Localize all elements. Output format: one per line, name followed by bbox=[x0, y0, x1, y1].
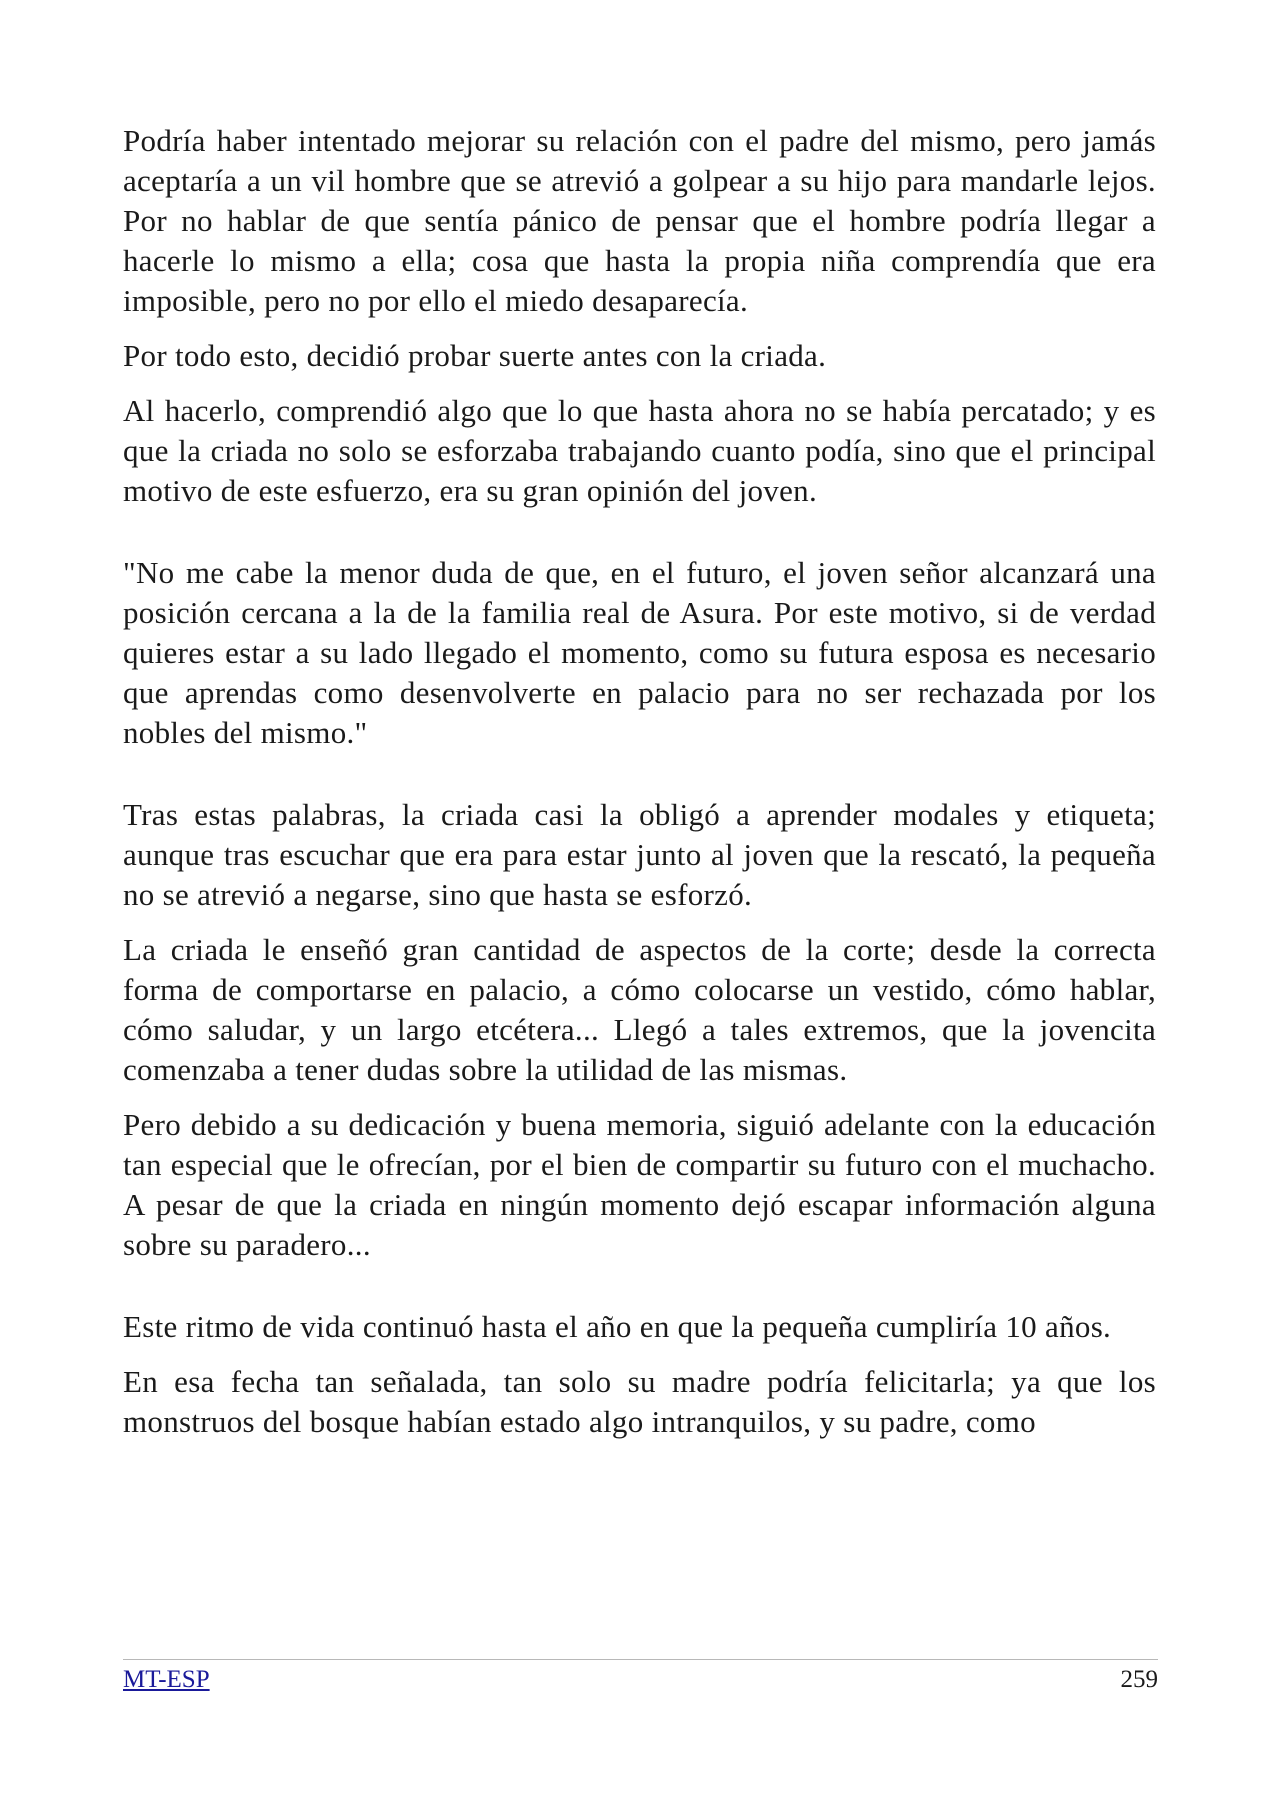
paragraph: Pero debido a su dedicación y buena memoria, siguió adelante con la educación tan especial que le ofrecían, por el bien de compartir su futuro con el muchacho. A pesar de que la criada en ningún momento dejó escapar información alguna sobre su paradero... bbox=[123, 1107, 1156, 1262]
paragraph: Al hacerlo, comprendió algo que lo que hasta ahora no se había percatado; y es que la criada no solo se esforzaba trabajando cuanto podía, sino que el principal motivo de este esfuerzo, era su gran opinión del joven. bbox=[123, 393, 1156, 508]
paragraph: Tras estas palabras, la criada casi la obligó a aprender modales y etiqueta; aunque tras escuchar que era para estar junto al joven que la rescató, la pequeña no se atrevió a negarse, sino que hasta se esforzó. bbox=[123, 797, 1156, 912]
footer-link[interactable]: MT-ESP bbox=[123, 1666, 210, 1693]
paragraph: Por todo esto, decidió probar suerte antes con la criada. bbox=[123, 338, 827, 373]
paragraph: Podría haber intentado mejorar su relación con el padre del mismo, pero jamás aceptaría a un vil hombre que se atrevió a golpear a su hijo para mandarle lejos. Por no hablar de que sentía pánico de pensar que el hombre podría llegar a hacerle lo mismo a ella; cosa que hasta la propia niña comprendía que era imposible, pero no por ello el miedo desaparecía. bbox=[123, 123, 1156, 318]
paragraph: Este ritmo de vida continuó hasta el año en que la pequeña cumpliría 10 años. bbox=[123, 1309, 1112, 1344]
page-body bbox=[123, 121, 1156, 1457]
paragraph: "No me cabe la menor duda de que, en el futuro, el joven señor alcanzará una posición cercana a la de la familia real de Asura. Por este motivo, si de verdad quieres estar a su lado llegado el momento, como su futura esposa es necesario que aprendas como desenvolverte en palacio para no ser rechazada por los nobles del mismo." bbox=[123, 555, 1156, 750]
paragraph: En esa fecha tan señalada, tan solo su madre podría felicitarla; ya que los monstruos del bosque habían estado algo intranquilos, y su padre, como bbox=[123, 1364, 1156, 1439]
page-footer bbox=[123, 1659, 1158, 1695]
page-number: 259 bbox=[1120, 1666, 1158, 1693]
paragraph: La criada le enseñó gran cantidad de aspectos de la corte; desde la correcta forma de comportarse en palacio, a cómo colocarse un vestido, cómo hablar, cómo saludar, y un largo etcétera... Llegó a tales extremos, que la jovencita comenzaba a tener dudas sobre la utilidad de las mismas. bbox=[123, 932, 1156, 1087]
